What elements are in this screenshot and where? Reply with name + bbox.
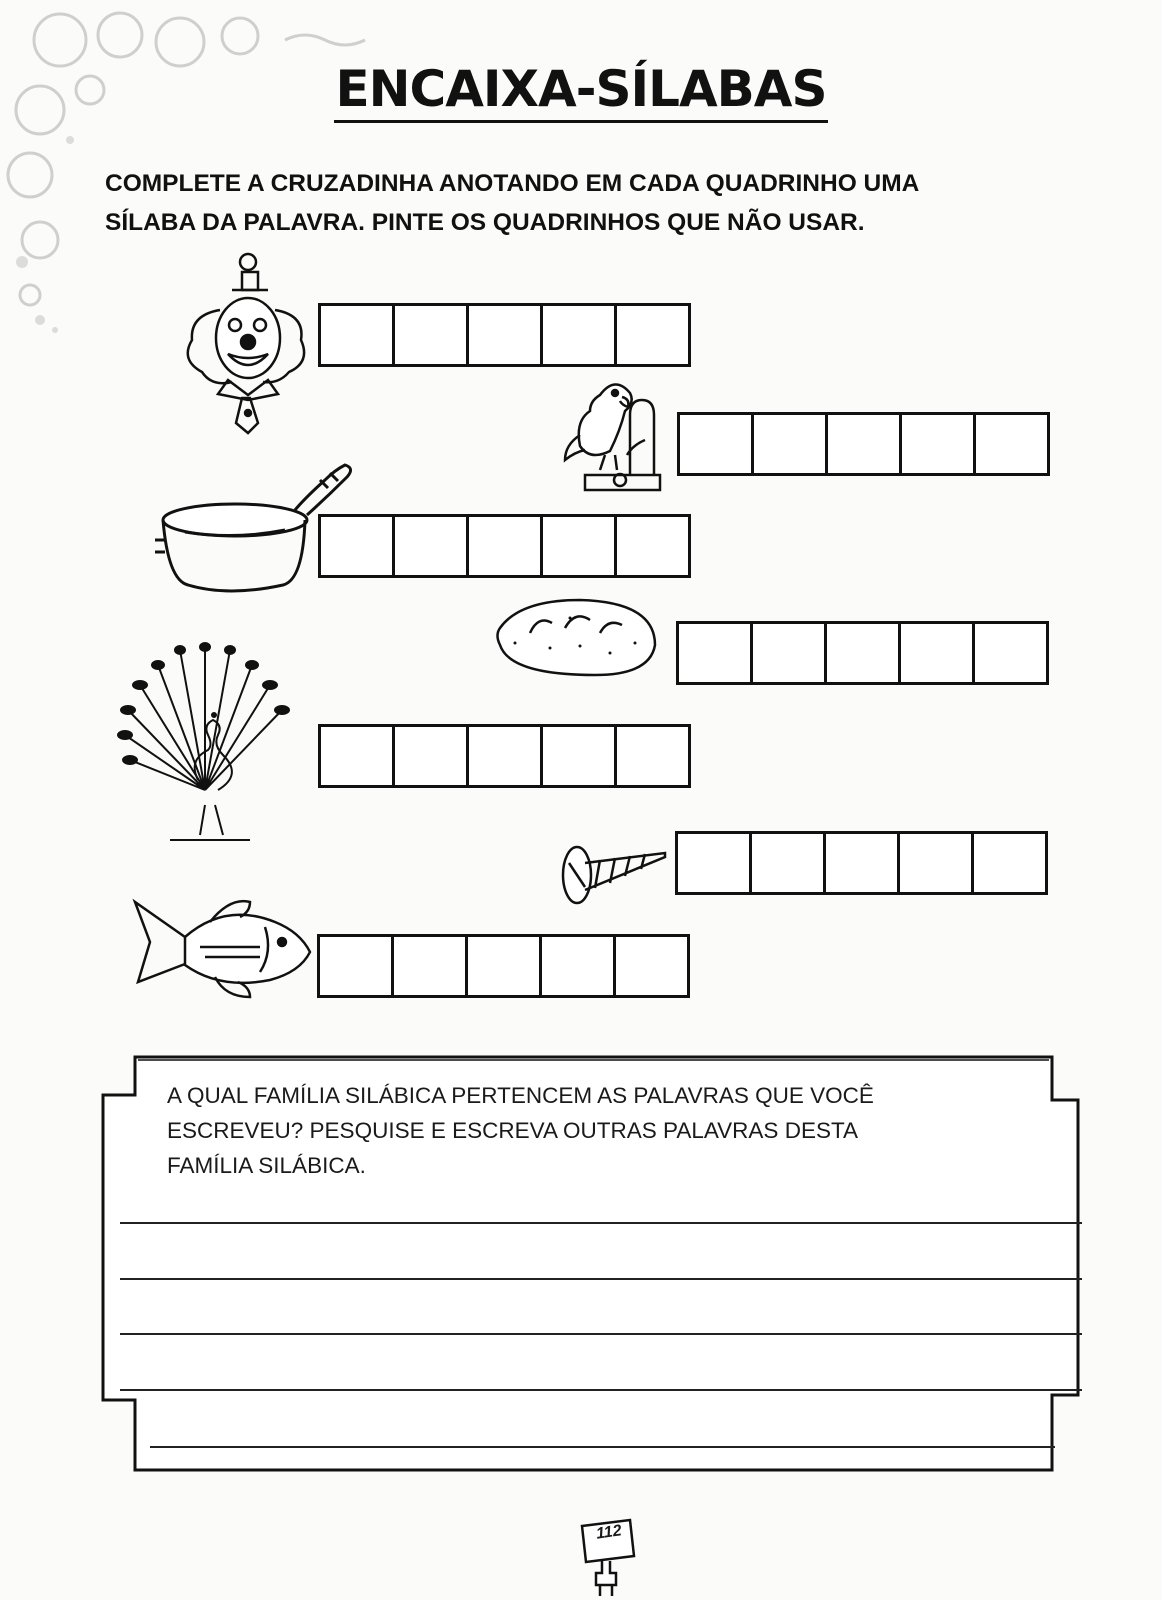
page-title — [0, 60, 1162, 118]
puzzle-row-7 — [317, 934, 687, 998]
syllable-cell[interactable] — [750, 621, 827, 685]
writing-line[interactable] — [120, 1222, 1082, 1224]
syllable-cell[interactable] — [540, 303, 617, 367]
puzzle-row-1 — [318, 303, 688, 367]
syllable-cell[interactable] — [318, 303, 395, 367]
syllable-cell[interactable] — [614, 514, 691, 578]
syllable-cell[interactable] — [540, 724, 617, 788]
syllable-cell[interactable] — [614, 724, 691, 788]
syllable-cell[interactable] — [898, 621, 975, 685]
syllable-cell[interactable] — [392, 514, 469, 578]
syllable-cell[interactable] — [751, 412, 828, 476]
syllable-cell[interactable] — [972, 621, 1049, 685]
syllable-cell[interactable] — [677, 412, 754, 476]
puzzle-row-6 — [675, 831, 1045, 895]
syllable-cell[interactable] — [318, 724, 395, 788]
syllable-cell[interactable] — [466, 303, 543, 367]
screw-icon — [555, 835, 670, 910]
instructions — [105, 164, 1105, 242]
clown-icon — [180, 250, 310, 435]
syllable-cell[interactable] — [897, 831, 974, 895]
puzzle-row-5 — [318, 724, 688, 788]
syllable-cell[interactable] — [973, 412, 1050, 476]
pot-icon — [155, 460, 355, 595]
puzzle-row-4 — [676, 621, 1046, 685]
peacock-icon — [110, 640, 300, 845]
question-line-2: ESCREVEU? PESQUISE E ESCREVA OUTRAS PALAVRAS DESTA — [167, 1118, 859, 1143]
question-line-1: A QUAL FAMÍLIA SILÁBICA PERTENCEM AS PALAVRAS QUE VOCÊ — [167, 1083, 874, 1108]
syllable-cell[interactable] — [466, 514, 543, 578]
writing-line[interactable] — [120, 1389, 1082, 1391]
syllable-cell[interactable] — [466, 724, 543, 788]
syllable-cell[interactable] — [825, 412, 902, 476]
syllable-cell[interactable] — [317, 934, 394, 998]
syllable-cell[interactable] — [749, 831, 826, 895]
syllable-cell[interactable] — [823, 831, 900, 895]
fish-icon — [130, 892, 315, 1007]
puzzle-row-3 — [318, 514, 688, 578]
question-line-3: FAMÍLIA SILÁBICA. — [167, 1153, 366, 1178]
writing-line[interactable] — [150, 1446, 1055, 1448]
syllable-cell[interactable] — [392, 303, 469, 367]
bread-icon — [490, 598, 660, 680]
writing-line[interactable] — [120, 1278, 1082, 1280]
syllable-cell[interactable] — [613, 934, 690, 998]
syllable-cell[interactable] — [676, 621, 753, 685]
puzzle-row-2 — [677, 412, 1047, 476]
syllable-cell[interactable] — [391, 934, 468, 998]
syllable-cell[interactable] — [824, 621, 901, 685]
syllable-cell[interactable] — [675, 831, 752, 895]
syllable-cell[interactable] — [971, 831, 1048, 895]
syllable-cell[interactable] — [899, 412, 976, 476]
parrot-icon — [560, 375, 670, 495]
syllable-cell[interactable] — [392, 724, 469, 788]
syllable-cell[interactable] — [614, 303, 691, 367]
syllable-cell[interactable] — [540, 514, 617, 578]
writing-line[interactable] — [120, 1333, 1082, 1335]
title-text: ENCAIXA-SÍLABAS — [334, 60, 829, 123]
syllable-cell[interactable] — [539, 934, 616, 998]
question-text — [167, 1078, 1067, 1183]
syllable-cell[interactable] — [465, 934, 542, 998]
instruction-line-2: SÍLABA DA PALAVRA. PINTE OS QUADRINHOS QUE NÃO USAR. — [105, 209, 865, 236]
instruction-line-1: COMPLETE A CRUZADINHA ANOTANDO EM CADA QUADRINHO UMA — [105, 170, 920, 197]
page-number: 112 — [595, 1522, 623, 1543]
